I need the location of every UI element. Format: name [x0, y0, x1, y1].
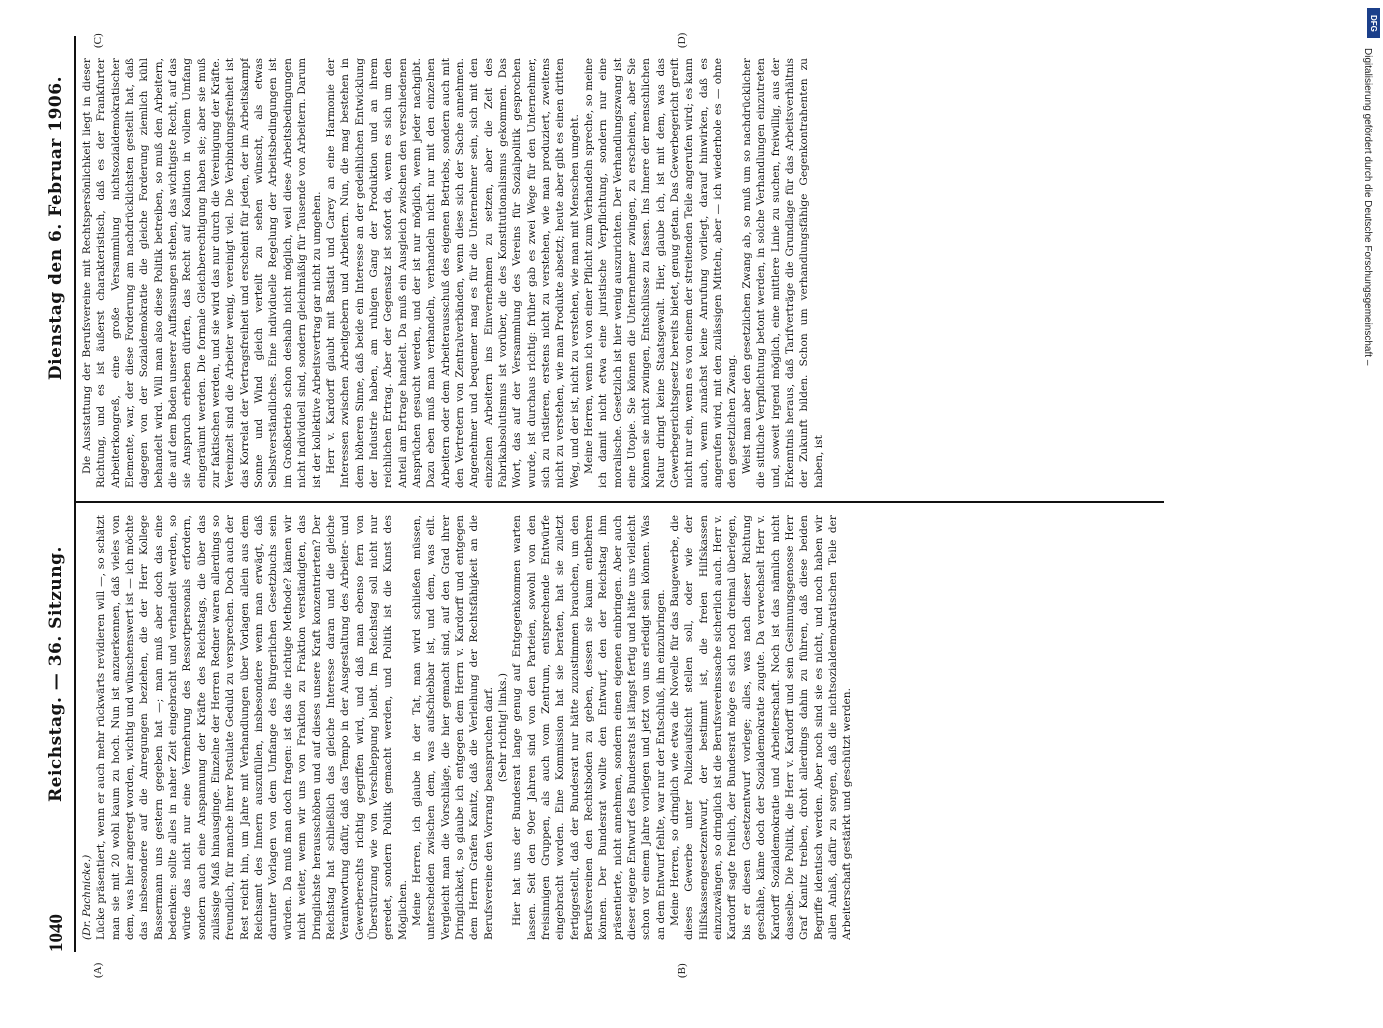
right-column [80, 58, 1190, 488]
running-title-left: Reichstag. — 36. Sitzung. [46, 546, 66, 802]
column-divider [74, 501, 1164, 503]
paragraph: Lücke präsentiert, wenn er auch mehr rückwärts revidieren will —, so schätzt man sie mit 20 wohl kaum zu hoch. Nun ist anzuerkennen, daß vieles von dem, was hier angeregt worden, wichtig und wünschenswert ist — ich möchte das insbesondere auf die Anregungen beziehen, die der Herr Kollege Bassermann uns gestern gegeben hat —; man muß aber doch das eine bedenken: sollte alles in naher Zeit eingebracht und verhandelt werden, so würde das nicht nur eine Vermehrung des Ressortpersonals erfordern, sondern auch eine Anspannung der Kräfte des Reichstags, die über das zulässige Maß hinausginge. Einzelne der Herren Redner waren allerdings so freundlich, für manche ihrer Postulate Geduld zu versprechen. Doch auch der Rest reicht hin, um Jahre mit Verhandlungen über Vorlagen allein aus dem Reichsamt des Innern auszufüllen, insbesondere wenn man erwägt, daß darunter Vorlagen von dem Umfange des Bürgerlichen Gesetzbuchs sein würden. Da muß man doch fragen: ist das die richtige Methode? kämen wir nicht weiter, wenn wir uns von Fraktion zu Fraktion verständigten, das Dringlichste herausschöben und auf dieses unsere Kraft konzentrierten? Der Reichstag hat schließlich das gleiche Interesse daran und die gleiche Verantwortung dafür, daß das Tempo in der Ausgestaltung des Arbeiter- und Gewerberechts richtig gegriffen wird, und daß man ebenso fern von Überstürzung wie von Verschleppung bleibt. Im Reichstag soll nicht nur geredet, sondern Politik gemacht werden, und Politik ist die Kunst des Möglichen. [95, 515, 409, 940]
paragraph: Hier hat uns der Bundesrat lange genug auf Entgegenkommen warten lassen. Seit den 90er Jahren sind von den Parteien, sowohl von den freisinnigen Gruppen, als auch vom Zentrum, entsprechende Entwürfe eingebracht worden. Eine Kommission hat sie beraten, hat sie zuletzt fertiggestellt, daß der Bundesrat nur hätte zuzustimmen brauchen, um den Berufsvereinen den Rechtsboden zu geben, dessen sie kaum entbehren können. Der Bundesrat wollte den Entwurf, den der Reichstag ihm präsentierte, nicht annehmen, sondern einen eigenen einbringen. Aber auch dieser eigene Entwurf des Bundesrats ist längst fertig und hätte uns vielleicht schon vor einem Jahre vorliegen und jetzt von uns erledigt sein können. Was an dem Entwurf fehlte, war nur der Entschluß, ihn einzubringen. [511, 515, 667, 940]
digitization-note-text: Digitalisierung gefördert durch die Deutsche Forschungsgemeinschaft – [1362, 48, 1373, 366]
digitization-note [1356, 10, 1378, 990]
running-head [44, 36, 70, 952]
running-title-right: Dienstag den 6. Februar 1906. [46, 76, 66, 381]
paragraph: Meine Herren, ich glaube in der Tat, man wird schließen müssen, unterscheiden zwischen dem, was aufschiebbar ist, und dem, was eilt. Vergleicht man die Vorschläge, die hier gemacht sind, auf den Grad ihrer Dringlichkeit, so glaube ich entgegen dem Herrn v. Kardorff und entgegen dem Herrn Grafen Kanitz, daß die Verleihung der Rechtsfähigkeit an die Berufsvereine den Vorrang beanspruchen darf. [410, 515, 495, 940]
page-number: 1040 [46, 914, 67, 952]
speaker-label: (Dr. Pachnicke.) [81, 854, 93, 940]
paragraph: Meine Herren, so dringlich wie etwa die Novelle für das Baugewerbe, die dieses Gewerbe unter Polizeiaufsicht stellen soll, oder wie der Hilfskassengesetzentwurf, der bestimmt ist, die freien Hilfskassen einzuzwängen, so dringlich ist die Berufsvereinssache sicherlich auch. Herr v. Kardorff sagte freilich, der Bundesrat möge es sich noch dreimal überlegen, bis er diesen Gesetzentwurf vorlege; alles, was nach dieser Richtung geschähe, käme doch der Sozialdemokratie zugute. Da verwechselt Herr v. Kardorff Sozialdemokratie und Arbeiterschaft. Noch ist das nämlich nicht dasselbe. Die Politik, die Herr v. Kardorff und sein Gesinnungsgenosse Herr Graf Kanitz treiben, droht allerdings dahin zu führen, daß diese beiden Begriffe identisch werden. Aber noch sind sie es nicht, und noch haben wir allen Anlaß, dafür zu sorgen, daß die nichtsozialdemokratischen Teile der Arbeiterschaft gestärkt und geschützt werden. [669, 515, 854, 940]
left-column [80, 515, 1190, 940]
margin-mark-d: (D) [676, 32, 688, 48]
interjection: (Sehr richtig! links.) [496, 672, 509, 783]
header-rule [74, 36, 76, 952]
paragraph: Herr v. Kardorff glaubt mit Bastiat und Carey an eine Harmonie der Interessen zwischen Arbeitgebern und Arbeitern. Nun, die mag bestehen in dem höheren Sinne, daß beide ein Interesse an der gedeihlichen Entwicklung der Industrie haben, am ruhigen Gang der Produktion und an ihrem reichlichen Ertrag. Aber der Gegensatz ist sofort da, wenn es sich um den Anteil am Ertrage handelt. Da muß ein Ausgleich zwischen den verschiedenen Ansprüchen gesucht werden, und der ist nur möglich, wenn jeder nachgibt. Dazu eben muß man verhandeln, verhandeln nicht nur mit den einzelnen Arbeitern oder dem Arbeiterausschuß des eigenen Betriebs, sondern auch mit den Vertretern von Zentralverbänden, wenn diese sich der Sache annehmen. Angenehmer und bequemer mag es für die Unternehmer sein, sich mit den einzelnen Arbeitern ins Einvernehmen zu setzen, aber die Zeit des Fabrikabsolutismus ist vorüber, die des Konstitutionalismus gekommen. Das Wort, das auf der Versammlung des Vereins für Sozialpolitik gesprochen wurde, ist durchaus richtig: früher gab es zwei Wege für den Unternehmer, sich zu rüstieren, erstens nicht zu verstehen, wie man produziert, zweitens nicht zu verstehen, wie man Produkte absetzt; heute aber gibt es einen dritten Weg, und der ist, nicht zu verstehen, wie man mit Menschen umgeht. [324, 58, 581, 488]
paragraph: Die Ausstattung der Berufsvereine mit Rechtspersönlichkeit liegt in dieser Richtung, und es ist äußerst charakteristisch, daß es der Frankfurter Arbeiterkongreß, eine große Versammlung nichtsozialdemokratischer Elemente, war, der diese Forderung am nachdrücklichsten gestellt hat, daß dagegen von der Sozialdemokratie die gleiche Forderung ziemlich kühl behandelt wird. Will man also diese Politik betreiben, so muß den Arbeitern, die auf dem Boden unserer Auffassungen stehen, das wichtigste Recht, auf das sie Anspruch erheben dürfen, das Recht auf Koalition in vollem Umfang eingeräumt werden. Die formale Gleichberechtigung haben sie; aber sie muß zur faktischen werden, und sie wird das nur durch die Vereinigung der Kräfte. Vereinzelt sind die Arbeiter wenig, vereinigt viel. Die Verbindungsfreiheit ist das Korrelat der Vertragsfreiheit und erscheint für jeden, der im Arbeitskampf Sonne und Wind gleich verteilt zu sehen wünscht, als etwas Selbstverständliches. Eine individuelle Regelung der Arbeitsbedingungen ist im Großbetrieb schon deshalb nicht möglich, weil diese Arbeitsbedingungen nicht individuell sind, sondern gleichmäßig für Tausende von Arbeitern. Darum ist der kollektive Arbeitsvertrag gar nicht zu umgehen. [81, 58, 323, 488]
margin-mark-b: (B) [676, 963, 688, 978]
paragraph: Meine Herren, wenn ich von einer Pflicht zum Verhandeln spreche, so meine ich damit nicht etwa eine juristische Verpflichtung, sondern nur eine moralische. Gesetzlich ist hier wenig auszurichten. Der Verhandlungszwang ist eine Utopie. Sie können die Unternehmer zwingen, zu erscheinen, aber Sie können sie nicht zwingen, Entschlüsse zu fassen. Ins Innere der menschlichen Natur dringt keine Staatsgewalt. Hier, glaube ich, ist mit dem, was das Gewerbegerichtsgesetz bereits bietet, genug getan. Das Gewerbegericht greift nicht nur ein, wenn es von einem der streitenden Teile angerufen wird; es kann auch, wenn zunächst keine Anrufung vorliegt, darauf hinwirken, daß es angerufen wird, mit den zulässigen Mitteln, aber — ich wiederhole es — ohne den gesetzlichen Zwang. [583, 58, 739, 488]
dfg-logo: DFG [1367, 8, 1380, 38]
paragraph: Weist man aber den gesetzlichen Zwang ab, so muß um so nachdrücklicher die sittliche Verpflichtung betont werden, in solche Verhandlungen einzutreten und, soweit irgend möglich, eine mittlere Linie zu suchen, freiwillig, aus der Erkenntnis heraus, daß Tarifverträge die Grundlage für das Arbeitsverhältnis der Zukunft bilden. Schon um verhandlungsfähige Gegenkontrahenten zu haben, ist [740, 58, 825, 488]
margin-mark-a: (A) [92, 962, 104, 978]
margin-mark-c: (C) [92, 33, 104, 48]
